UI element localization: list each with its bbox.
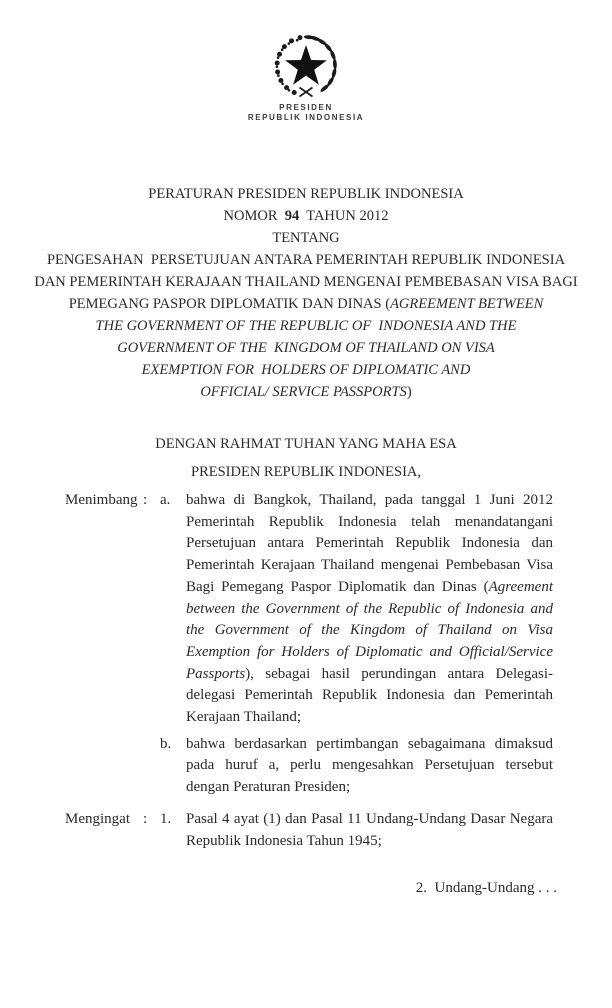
menimbang-section <box>65 490 553 729</box>
item-1-text: Pasal 4 ayat (1) dan Pasal 11 Undang-Undang Dasar Negara Republik Indonesia Tahun 1945; <box>186 810 553 849</box>
nomor-value: 94 <box>284 208 300 224</box>
mengingat-section <box>65 809 553 852</box>
star-icon <box>285 45 327 85</box>
subject-line-1: PENGESAHAN PERSETUJUAN ANTARA PEMERINTAH REPUBLIK INDONESIA <box>46 252 566 268</box>
menimbang-item-b <box>65 734 553 799</box>
item-b-marker: b. <box>160 735 172 752</box>
subject-line-6: EXEMPTION FOR HOLDERS OF DIPLOMATIC AND <box>141 362 471 378</box>
regulation-number-line <box>0 205 612 227</box>
item-1-marker: 1. <box>160 810 172 827</box>
empty-colon-cell <box>143 734 160 799</box>
subject-line-3: PEMEGANG PASPOR DIPLOMATIK DAN DINAS (AGREEMENT BETWEEN <box>68 296 544 312</box>
tentang-line: TENTANG <box>272 230 340 246</box>
item-b-text: bahwa berdasarkan pertimbangan sebagaimana dimaksud pada huruf a, perlu mengesahkan Persetujuan tersebut dengan Peraturan Presiden; <box>186 735 553 796</box>
presidential-seal <box>267 33 345 99</box>
regulation-title: PERATURAN PRESIDEN REPUBLIK INDONESIA <box>148 186 464 202</box>
mengingat-colon: : <box>143 810 148 827</box>
title-block <box>0 183 612 403</box>
catchword: 2. Undang-Undang . . . <box>415 880 557 897</box>
star-wreath-icon <box>267 33 345 99</box>
letterhead-presiden: PRESIDEN <box>279 103 333 112</box>
tahun-label: TAHUN 2012 <box>299 208 389 224</box>
subject-line-7: OFFICIAL/ SERVICE PASSPORTS) <box>200 384 412 400</box>
subject-line-4: THE GOVERNMENT OF THE REPUBLIC OF INDONESIA AND THE <box>95 318 517 334</box>
menimbang-colon: : <box>143 492 148 508</box>
issuer-line: PRESIDEN REPUBLIK INDONESIA, <box>191 464 421 480</box>
nomor-label: NOMOR <box>223 208 285 224</box>
subject-line-5: GOVERNMENT OF THE KINGDOM OF THAILAND ON VISA <box>117 340 495 356</box>
letterhead-republik-indonesia: REPUBLIK INDONESIA <box>247 112 365 122</box>
invocation-line: DENGAN RAHMAT TUHAN YANG MAHA ESA <box>155 436 457 452</box>
menimbang-label: Menimbang <box>65 492 138 508</box>
subject-line-2: DAN PEMERINTAH KERAJAAN THAILAND MENGENAI PEMBEBASAN VISA BAGI <box>34 274 578 290</box>
item-a-marker: a. <box>160 492 171 508</box>
mengingat-label: Mengingat <box>65 810 130 827</box>
empty-label-cell <box>65 734 143 799</box>
letterhead <box>0 103 612 122</box>
item-a-text: bahwa di Bangkok, Thailand, pada tanggal 1 Juni 2012 Pemerintah Republik Indonesia telah menandatangani Persetujuan antara Pemerintah Republik Indonesia dan Pemerintah Kerajaan Thailand mengenai Pembebasan Visa Bagi Pemegang Paspor Diplomatik dan Dinas (Agreement between the Government of the Republic of Indonesia and the Government of the Kingdom of Thailand on Visa Exemption for Holders of Diplomatic and Official/Service Passports), sebagai hasil perundingan antara Delegasi-delegasi Pemerintah Republik Indonesia dan Pemerintah Kerajaan Thailand; <box>186 492 553 726</box>
